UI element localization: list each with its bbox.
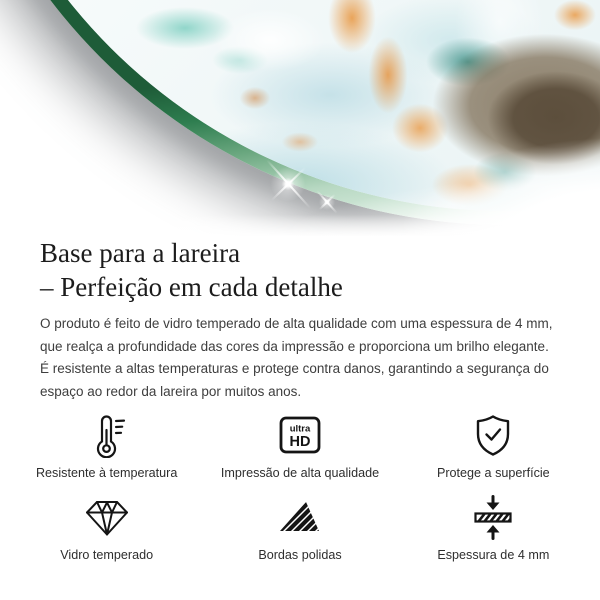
feature-label: Bordas polidas bbox=[258, 548, 342, 562]
title-line-1: Base para a lareira bbox=[40, 238, 241, 268]
feature-polished-edges bbox=[203, 494, 396, 562]
product-hero-image bbox=[0, 0, 600, 236]
product-description-section bbox=[0, 236, 600, 403]
svg-text:ultra: ultra bbox=[289, 423, 311, 435]
feature-surface-protection bbox=[397, 412, 590, 480]
feature-label: Resistente à temperatura bbox=[35, 466, 178, 480]
thermometer-icon bbox=[87, 412, 127, 458]
feature-label: Protege a superfície bbox=[436, 466, 550, 480]
diamond-icon bbox=[84, 494, 130, 540]
marble-artwork bbox=[0, 0, 600, 211]
feature-label: Vidro temperado bbox=[60, 548, 154, 562]
feature-tempered-glass bbox=[10, 494, 203, 562]
page-title bbox=[40, 236, 560, 304]
shield-check-icon bbox=[472, 412, 514, 458]
feature-label: Impressão de alta qualidade bbox=[220, 466, 380, 480]
feature-grid bbox=[0, 412, 600, 562]
ultra-hd-icon bbox=[278, 412, 322, 458]
feature-label: Espessura de 4 mm bbox=[437, 548, 550, 562]
thickness-icon bbox=[471, 494, 515, 540]
feature-temperature bbox=[10, 412, 203, 480]
feature-print-quality bbox=[203, 412, 396, 480]
title-line-2: – Perfeição em cada detalhe bbox=[40, 272, 343, 302]
glass-panel bbox=[0, 0, 600, 211]
polished-edges-icon bbox=[277, 494, 323, 540]
feature-thickness bbox=[397, 494, 590, 562]
product-description-text: O produto é feito de vidro temperado de alta qualidade com uma espessura de 4 mm, que realça a profundidade das cores da impressão e proporciona um brilho elegante. É resistente a altas temperaturas e protege contra danos, garantindo a segurança do espaço ao redor da lareira por muitos anos. bbox=[40, 316, 553, 399]
svg-text:HD: HD bbox=[289, 434, 311, 450]
